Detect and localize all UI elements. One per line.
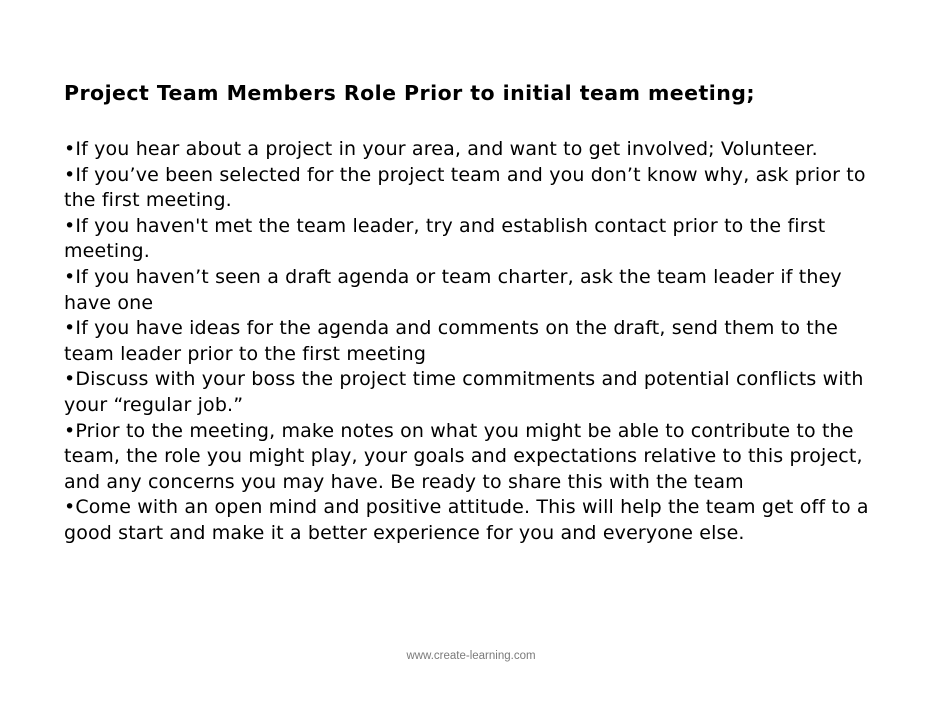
bullet-item: •If you haven’t seen a draft agenda or team charter, ask the team leader if they have one	[64, 265, 842, 314]
bullet-item: •If you hear about a project in your area, and want to get involved; Volunteer.	[64, 138, 818, 160]
bullet-item: •Prior to the meeting, make notes on what you might be able to contribute to the team, the role you might play, your goals and expectations relative to this project, and any concerns you may have. Be ready to share this with the team	[64, 419, 863, 493]
footer-url: www.create-learning.com	[406, 650, 536, 662]
slide-title: Project Team Members Role Prior to initial team meeting;	[64, 81, 756, 105]
bullet-item: •If you have ideas for the agenda and comments on the draft, send them to the team leader prior to the first meeting	[64, 317, 838, 365]
bullet-item: •Discuss with your boss the project time commitments and potential conflicts with your “regular job.”	[64, 368, 864, 416]
bullet-item: •Come with an open mind and positive attitude. This will help the team get off to a good start and make it a better experience for you and everyone else.	[64, 496, 869, 544]
bullet-item: •If you’ve been selected for the project team and you don’t know why, ask prior to the first meeting.	[64, 163, 866, 212]
bullet-item: •If you haven't met the team leader, try and establish contact prior to the first meeting.	[64, 214, 826, 263]
bullet-list	[64, 137, 884, 547]
